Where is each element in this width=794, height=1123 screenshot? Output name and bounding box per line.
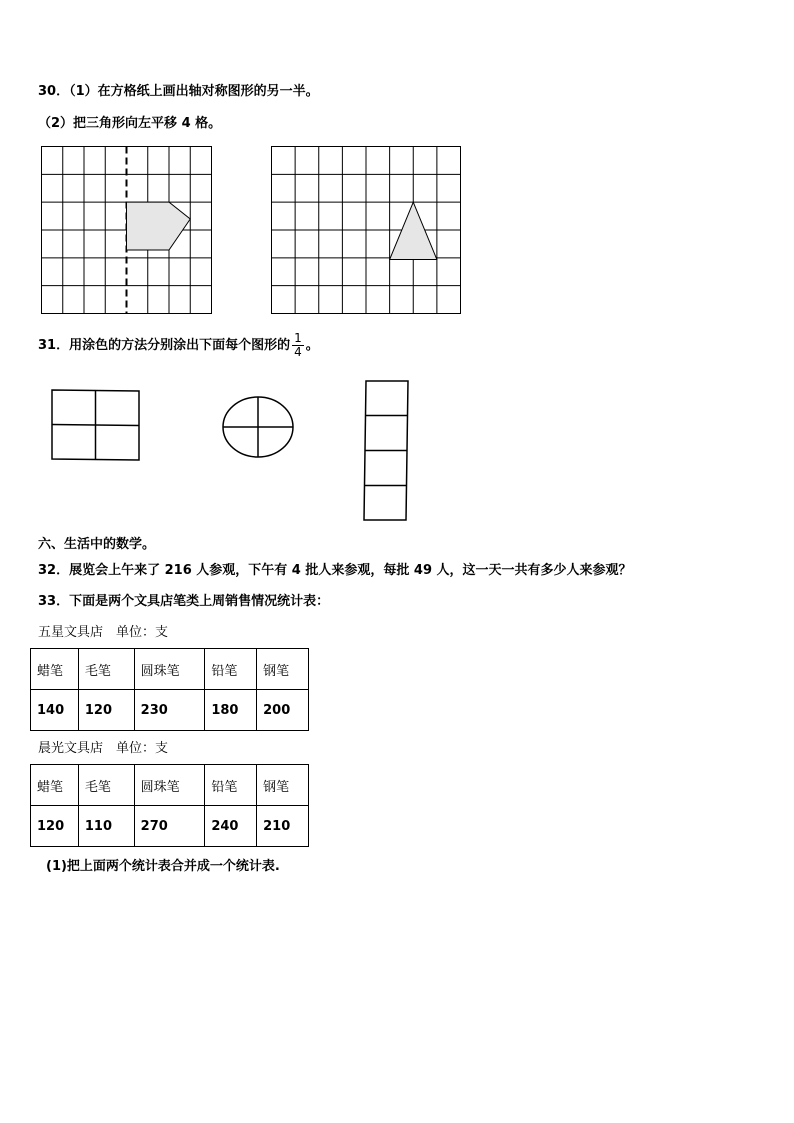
table-header-cell: 蜡笔: [31, 649, 79, 690]
table-header-cell: 圆珠笔: [134, 649, 205, 690]
table-cell: 120: [78, 690, 134, 731]
q33-title: 33．下面是两个文具店笔类上周销售情况统计表：: [38, 594, 330, 609]
table-cell: 180: [205, 690, 257, 731]
triangle: [390, 202, 437, 259]
table-cell: 240: [205, 806, 257, 847]
table-cell: 140: [31, 690, 79, 731]
q30-line1: 30．（1）在方格纸上画出轴对称图形的另一半。: [38, 84, 319, 99]
table-header-cell: 圆珠笔: [134, 765, 205, 806]
circle-quarters: [220, 394, 296, 460]
table-header-cell: 铅笔: [205, 649, 257, 690]
table-row: [31, 690, 309, 731]
table-cell: 120: [31, 806, 79, 847]
table-cell: 270: [134, 806, 205, 847]
q33-sub1: (1)把上面两个统计表合并成一个统计表.: [46, 859, 280, 874]
table-header-row: [31, 649, 309, 690]
symmetry-grid: [40, 145, 214, 315]
table-header-cell: 钢笔: [257, 765, 309, 806]
table-header-row: [31, 765, 309, 806]
strip-quarters: [360, 378, 412, 524]
table1-caption: 五星文具店 单位：支: [38, 625, 169, 640]
fraction-one-quarter: [292, 332, 304, 359]
q31-line: [38, 331, 319, 363]
table-header-cell: 毛笔: [78, 649, 134, 690]
table-header-cell: 铅笔: [205, 765, 257, 806]
stat-table-chenguang: [30, 764, 309, 847]
q31-suffix: 。: [305, 338, 319, 353]
table-header-cell: 蜡笔: [31, 765, 79, 806]
half-pentagon: [127, 202, 191, 250]
section-heading: 六、生活中的数学。: [38, 537, 156, 552]
table-cell: 230: [134, 690, 205, 731]
translation-grid: [270, 145, 462, 315]
table-cell: 110: [78, 806, 134, 847]
table-cell: 210: [257, 806, 309, 847]
stat-table-wuxing: [30, 648, 309, 731]
q32-text: 32．展览会上午来了 216 人参观，下午有 4 批人来参观，每批 49 人，这一天一共有多少人来参观？: [38, 563, 632, 578]
table-cell: 200: [257, 690, 309, 731]
table-row: [31, 806, 309, 847]
fraction-numerator: 1: [294, 331, 302, 345]
q31-prefix: 31．用涂色的方法分别涂出下面每个图形的: [38, 338, 291, 353]
table2-caption: 晨光文具店 单位：支: [38, 741, 169, 756]
fraction-denominator: 4: [294, 345, 302, 359]
table-header-cell: 毛笔: [78, 765, 134, 806]
rectangle-quarters: [48, 386, 143, 464]
table-header-cell: 钢笔: [257, 649, 309, 690]
q30-line2: （2）把三角形向左平移 4 格。: [38, 116, 222, 131]
